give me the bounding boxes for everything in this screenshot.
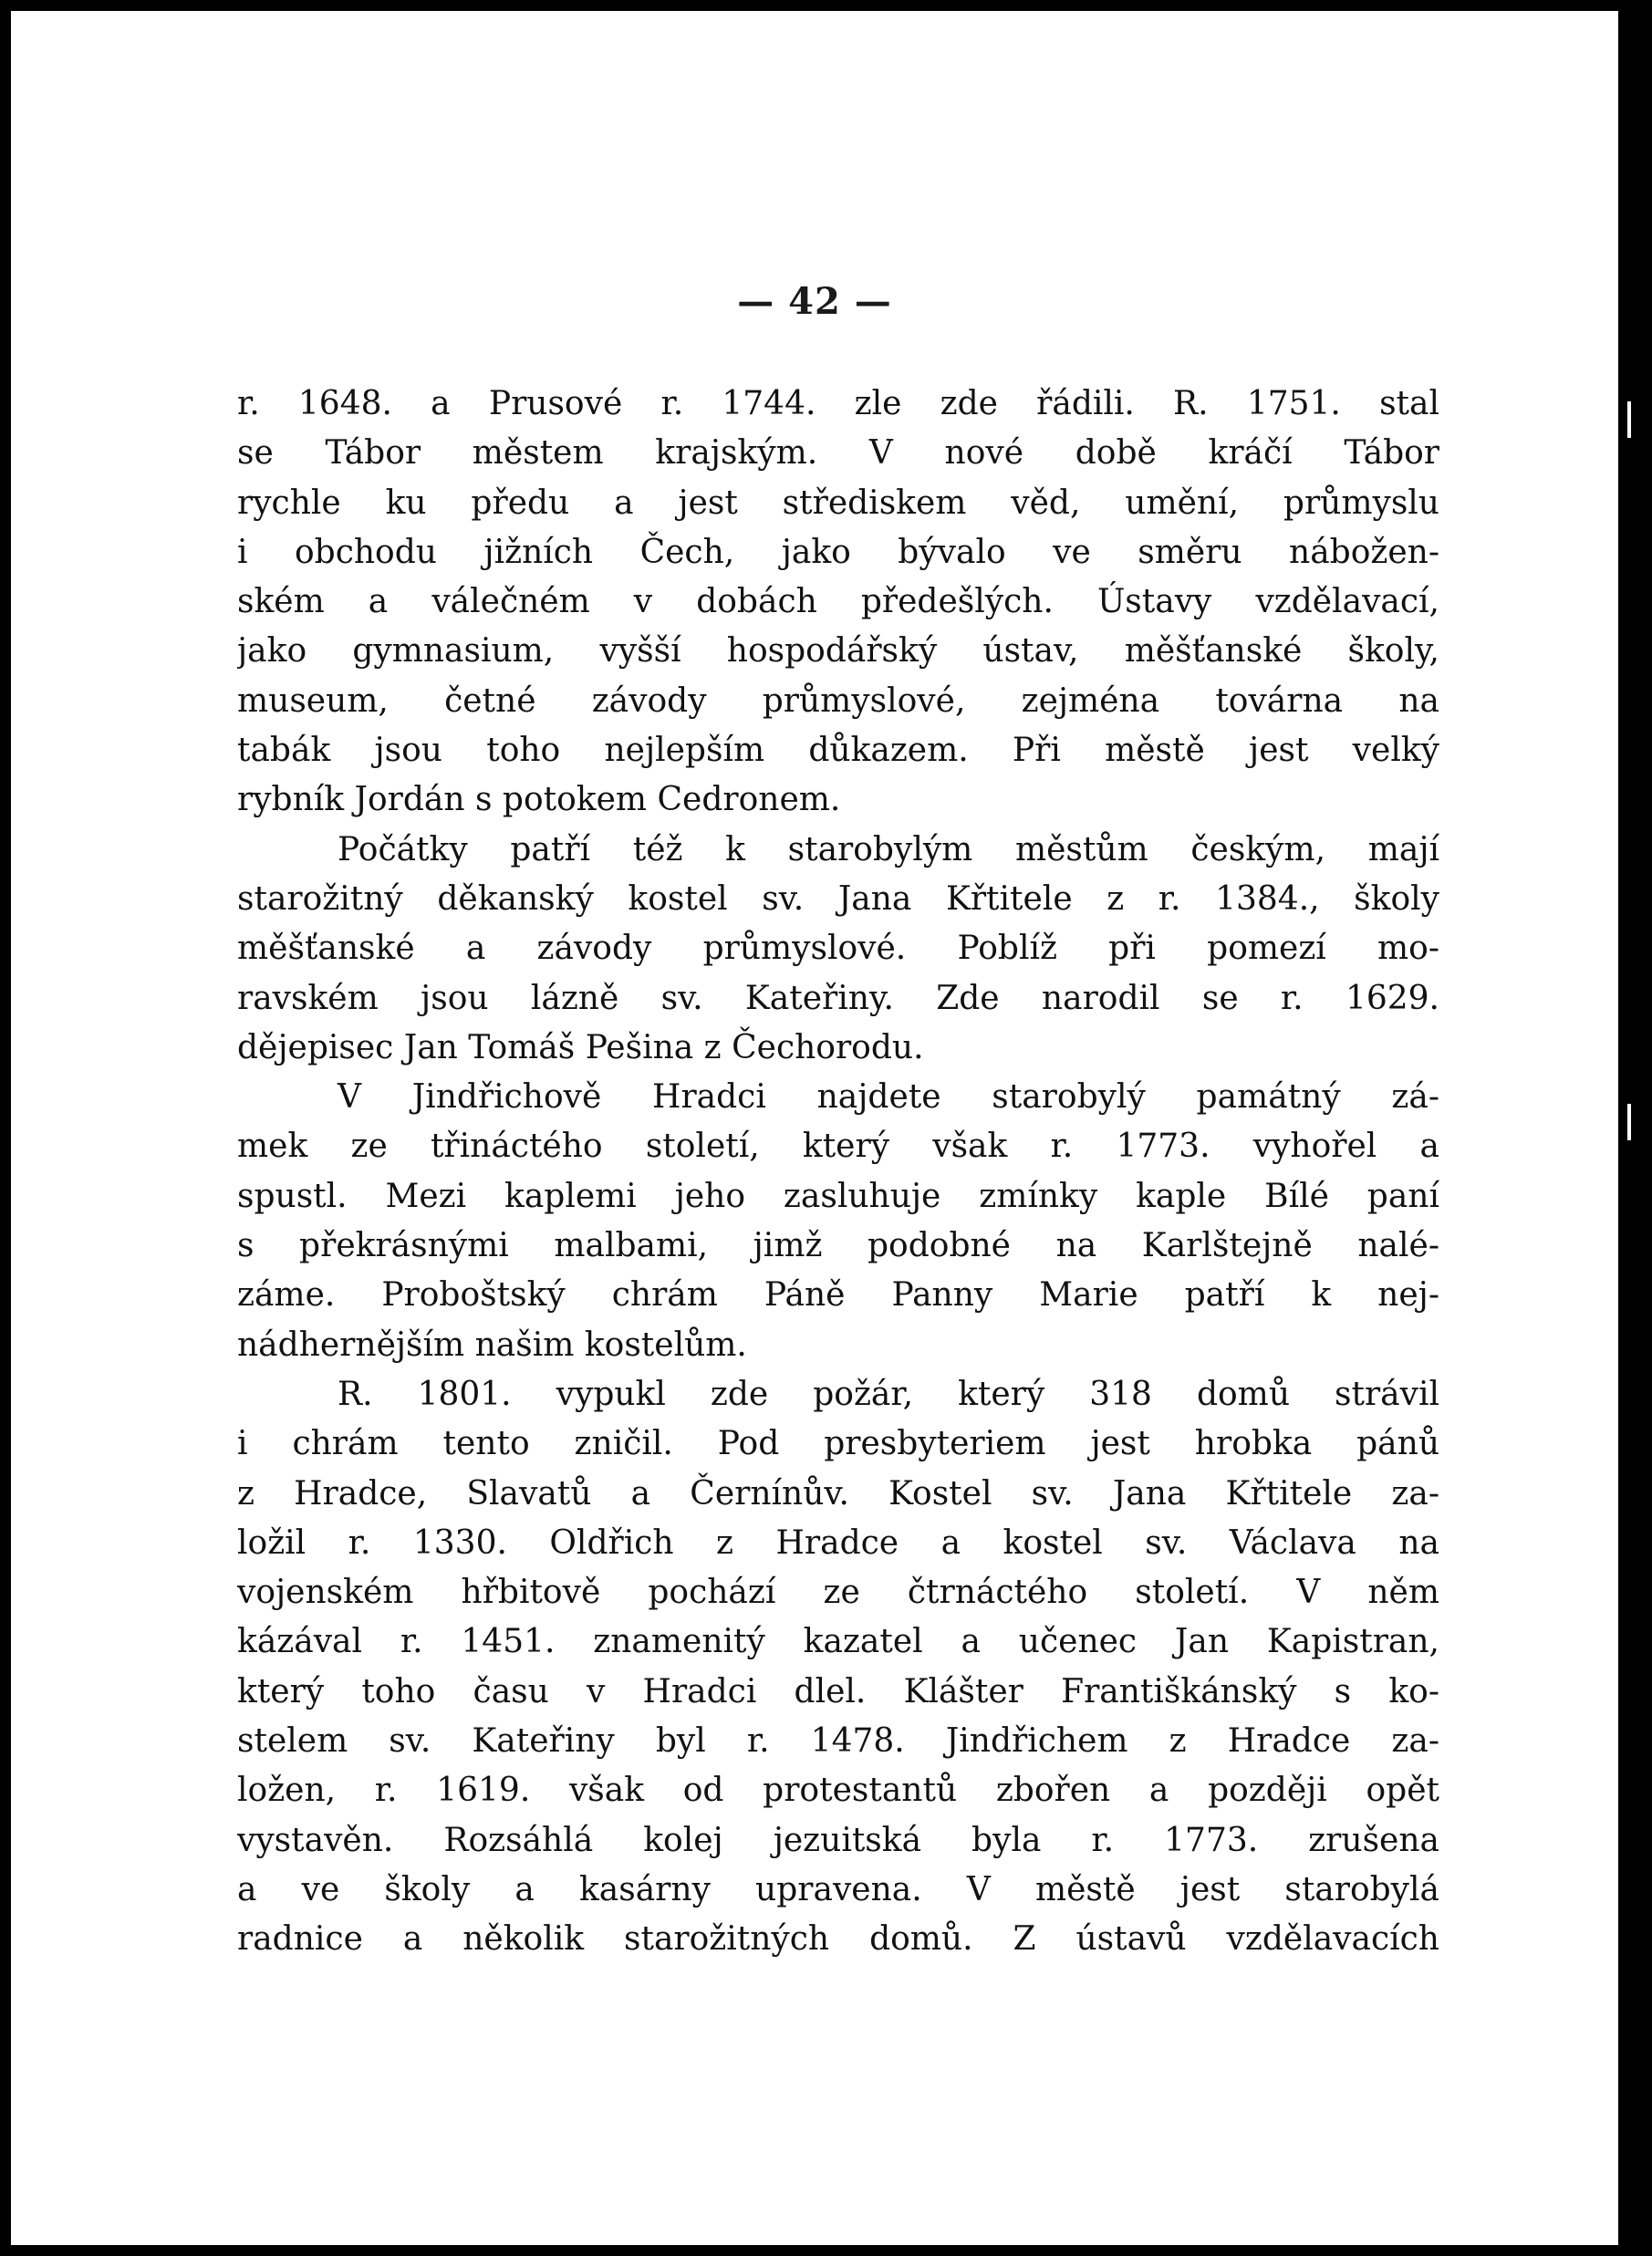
edge-mark [1627,401,1631,438]
text-line: r. 1648. a Prusové r. 1744. zle zde řádili. R. 1751. stal [237,385,1439,422]
text-line: jako gymnasium, vyšší hospodářský ústav, měšťanské školy, [237,632,1439,671]
text-line: V Jindřichově Hradci najdete starobylý památný zá- [338,1078,1439,1117]
page-number: — 42 — [737,280,892,323]
text-line: ložil r. 1330. Oldřich z Hradce a kostel sv. Václava na [237,1523,1439,1562]
text-line: rychle ku předu a jest střediskem věd, umění, průmyslu [237,483,1439,522]
text-line: mek ze třináctého století, který však r. 1773. vyhořel a [237,1128,1439,1166]
text-line: se Tábor městem krajským. V nové době kráčí Tábor [237,434,1439,473]
text-line: ském a válečném v dobách předešlých. Ústavy vzdělavací, [237,583,1439,621]
text-line: který toho času v Hradci dlel. Klášter Františkánský s ko- [237,1672,1439,1710]
text-line: radnice a několik starožitných domů. Z ústavů vzdělavacích [237,1920,1439,1959]
text-line: s překrásnými malbami, jimž podobné na Karlštejně nalé- [237,1227,1439,1265]
scan-edge-right [1618,0,1652,2256]
text-line: dějepisec Jan Tomáš Pešina z Čechorodu. [237,1028,924,1066]
text-line: ravském jsou lázně sv. Kateřiny. Zde narodil se r. 1629. [237,979,1439,1017]
text-line: vojenském hřbitově pochází ze čtrnáctého století. V něm [237,1574,1439,1612]
edge-mark [1627,1104,1631,1140]
text-line: záme. Proboštský chrám Páně Panny Marie patří k nej- [237,1276,1439,1315]
text-line: stelem sv. Kateřiny byl r. 1478. Jindřichem z Hradce za- [237,1722,1439,1761]
body-text [237,379,1439,1965]
text-line: starožitný děkanský kostel sv. Jana Křtitele z r. 1384., školy [237,879,1439,918]
text-line: vystavěn. Rozsáhlá kolej jezuitská byla r. 1773. zrušena [237,1821,1439,1859]
text-line: nádhernějším našim kostelům. [237,1326,747,1364]
text-line: z Hradce, Slavatů a Černínův. Kostel sv. Jana Křtitele za- [237,1474,1439,1513]
text-line: tabák jsou toho nejlepším důkazem. Při městě jest velký [237,732,1439,770]
scanned-page [11,11,1618,2245]
text-line: kázával r. 1451. znamenitý kazatel a učenec Jan Kapistran, [237,1623,1439,1661]
text-line: ložen, r. 1619. však od protestantů zbořen a později opět [237,1772,1439,1810]
text-line: R. 1801. vypukl zde požár, který 318 domů strávil [338,1375,1439,1413]
text-line: museum, četné závody průmyslové, zejména továrna na [237,681,1439,720]
text-line: i obchodu jižních Čech, jako bývalo ve směru nábožen- [237,533,1439,571]
text-line: spustl. Mezi kaplemi jeho zasluhuje zmínky kaple Bílé paní [237,1177,1439,1215]
text-line: měšťanské a závody průmyslové. Poblíž při pomezí mo- [237,930,1439,968]
text-line: Počátky patří též k starobylým městům českým, mají [338,830,1439,868]
text-line: rybník Jordán s potokem Cedronem. [237,781,841,819]
text-line: a ve školy a kasárny upravena. V městě jest starobylá [237,1870,1439,1908]
text-line: i chrám tento zničil. Pod presbyteriem jest hrobka pánů [237,1425,1439,1463]
